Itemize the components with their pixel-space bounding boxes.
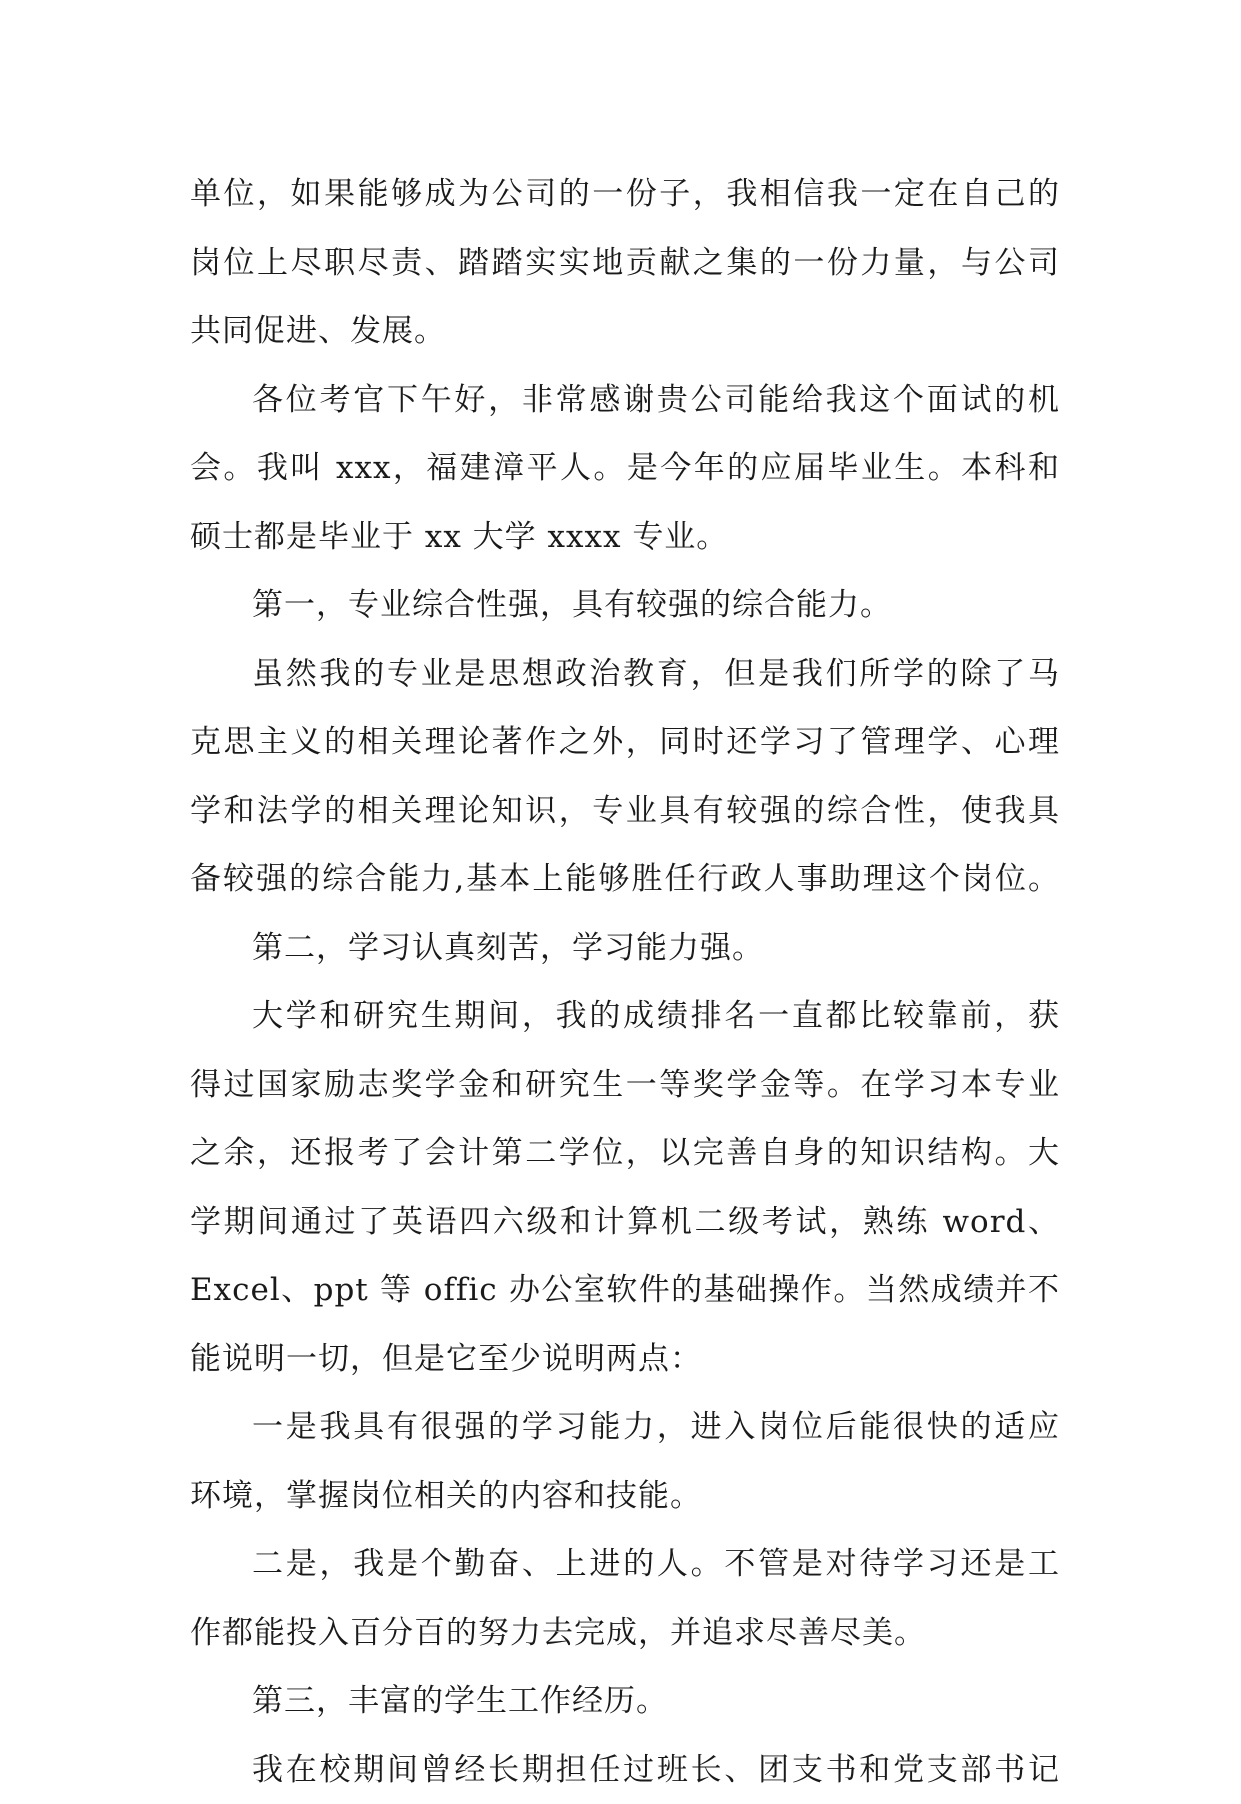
text-line: 备较强的综合能力,基本上能够胜任行政人事助理这个岗位。 <box>190 845 1060 914</box>
text-line: 作都能投入百分百的努力去完成，并追求尽善尽美。 <box>190 1599 1060 1668</box>
text-line: 学期间通过了英语四六级和计算机二级考试，熟练 word、 <box>190 1188 1060 1257</box>
text-line: 我在校期间曾经长期担任过班长、团支书和党支部书记 <box>190 1736 1060 1804</box>
text-line: 岗位上尽职尽责、踏踏实实地贡献之集的一份力量，与公司 <box>190 229 1060 298</box>
text-line: 硕士都是毕业于 xx 大学 xxxx 专业。 <box>190 503 1060 572</box>
text-line: 虽然我的专业是思想政治教育，但是我们所学的除了马 <box>190 640 1060 709</box>
text-line: 第二，学习认真刻苦，学习能力强。 <box>190 914 1060 983</box>
text-line: 第一，专业综合性强，具有较强的综合能力。 <box>190 571 1060 640</box>
text-line: 能说明一切，但是它至少说明两点： <box>190 1325 1060 1394</box>
text-line: 大学和研究生期间，我的成绩排名一直都比较靠前，获 <box>190 982 1060 1051</box>
text-line: 克思主义的相关理论著作之外，同时还学习了管理学、心理 <box>190 708 1060 777</box>
text-line: 二是，我是个勤奋、上进的人。不管是对待学习还是工 <box>190 1530 1060 1599</box>
text-line: 共同促进、发展。 <box>190 297 1060 366</box>
text-line: 之余，还报考了会计第二学位，以完善自身的知识结构。大 <box>190 1119 1060 1188</box>
text-line: 各位考官下午好，非常感谢贵公司能给我这个面试的机 <box>190 366 1060 435</box>
text-line: 单位，如果能够成为公司的一份子，我相信我一定在自己的 <box>190 160 1060 229</box>
text-line: 得过国家励志奖学金和研究生一等奖学金等。在学习本专业 <box>190 1051 1060 1120</box>
text-line: 学和法学的相关理论知识，专业具有较强的综合性，使我具 <box>190 777 1060 846</box>
text-line: 一是我具有很强的学习能力，进入岗位后能很快的适应 <box>190 1393 1060 1462</box>
document-body <box>190 160 1060 1804</box>
text-line: 环境，掌握岗位相关的内容和技能。 <box>190 1462 1060 1531</box>
text-line: Excel、ppt 等 offic 办公室软件的基础操作。当然成绩并不 <box>190 1256 1060 1325</box>
text-line: 第三，丰富的学生工作经历。 <box>190 1667 1060 1736</box>
text-line: 会。我叫 xxx，福建漳平人。是今年的应届毕业生。本科和 <box>190 434 1060 503</box>
